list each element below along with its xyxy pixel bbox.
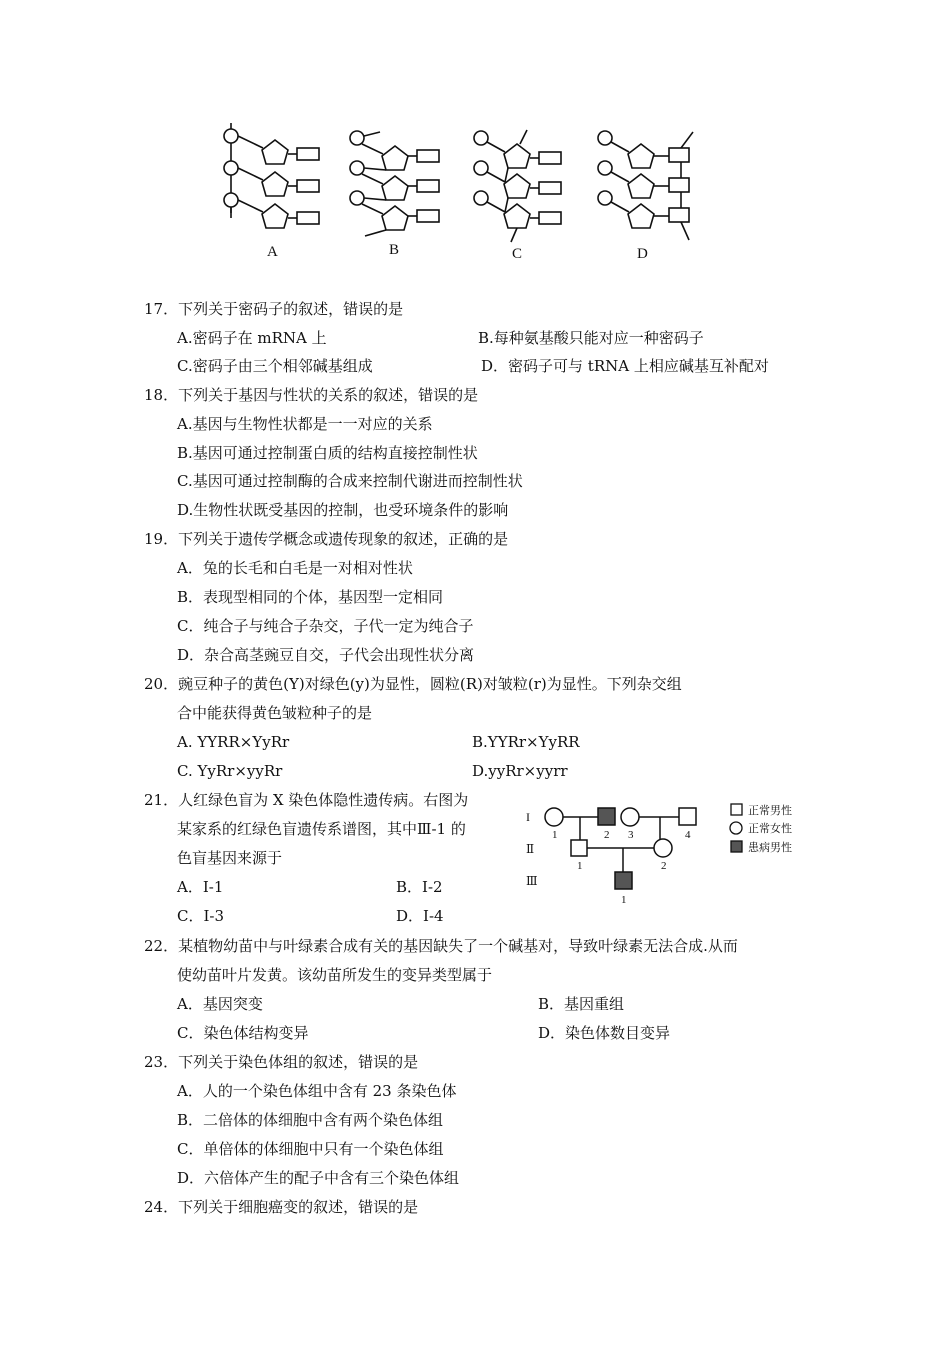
q23-option-a: A．人的一个染色体组中含有 23 条染色体 xyxy=(177,1082,457,1100)
i-1-normal-female xyxy=(545,808,563,826)
q18-option-b: B.基因可通过控制蛋白质的结构直接控制性状 xyxy=(177,444,478,462)
q22-option-a: A．基因突变 xyxy=(177,995,263,1013)
i-4-number: 4 xyxy=(685,829,691,841)
q22-option-d: D．染色体数目变异 xyxy=(538,1024,671,1042)
question-17: 17．下列关于密码子的叙述，错误的是 xyxy=(144,300,404,318)
diagram-label-a: A xyxy=(267,244,278,260)
ii-2-number: 2 xyxy=(661,860,667,872)
iii-1-affected-male xyxy=(615,872,632,889)
diagram-d xyxy=(598,131,693,240)
q22-option-c: C．染色体结构变异 xyxy=(177,1024,309,1042)
q21-option-a: A．I-1 xyxy=(177,878,224,896)
q17-option-a: A.密码子在 mRNA 上 xyxy=(177,329,327,347)
nucleotide-chain-figure xyxy=(205,118,710,268)
q17-option-c: C.密码子由三个相邻碱基组成 xyxy=(177,357,373,375)
question-22: 22．某植物幼苗中与叶绿素合成有关的基因缺失了一个碱基对，导致叶绿素无法合成.从而 xyxy=(144,937,738,955)
diagram-label-d: D xyxy=(637,246,648,262)
diagram-a xyxy=(224,123,319,228)
i-3-number: 3 xyxy=(628,829,634,841)
legend-normal-male: 正常男性 xyxy=(748,805,792,817)
legend-affected-male: 患病男性 xyxy=(748,842,792,854)
i-2-affected-male xyxy=(598,808,615,825)
diagram-b xyxy=(350,131,439,236)
question-21: 21．人红绿色盲为 X 染色体隐性遗传病。右图为 xyxy=(144,791,469,809)
generation-label-3: Ⅲ xyxy=(526,874,538,888)
question-23: 23．下列关于染色体组的叙述，错误的是 xyxy=(144,1053,419,1071)
diagram-label-b: B xyxy=(389,242,400,258)
i-3-normal-female xyxy=(621,808,639,826)
q20-continuation: 合中能获得黄色皱粒种子的是 xyxy=(177,704,373,722)
question-20: 20．豌豆种子的黄色(Y)对绿色(y)为显性，圆粒(R)对皱粒(r)为显性。下列杂交组 xyxy=(144,675,682,693)
q19-option-b: B．表现型相同的个体，基因型一定相同 xyxy=(177,588,444,606)
i-4-normal-male xyxy=(679,808,696,825)
generation-label-2: Ⅱ xyxy=(526,842,535,856)
question-24: 24．下列关于细胞癌变的叙述，错误的是 xyxy=(144,1198,419,1216)
q21-continuation-1: 某家系的红绿色盲遗传系谱图，其中Ⅲ-1 的 xyxy=(177,820,466,838)
q20-option-c: C. YyRr×yyRr xyxy=(177,762,283,780)
q17-option-b: B.每种氨基酸只能对应一种密码子 xyxy=(478,329,704,347)
q22-continuation: 使幼苗叶片发黄。该幼苗所发生的变异类型属于 xyxy=(177,966,493,984)
q21-option-b: B．I-2 xyxy=(396,878,443,896)
q18-option-c: C.基因可通过控制酶的合成来控制代谢进而控制性状 xyxy=(177,472,523,490)
ii-2-normal-female xyxy=(654,839,672,857)
q18-option-d: D.生物性状既受基因的控制，也受环境条件的影响 xyxy=(177,501,509,519)
ii-1-number: 1 xyxy=(577,860,583,872)
q20-option-d: D.yyRr×yyrr xyxy=(472,762,568,780)
diagram-c xyxy=(474,130,561,242)
q18-option-a: A.基因与生物性状都是一一对应的关系 xyxy=(177,415,433,433)
question-19: 19．下列关于遗传学概念或遗传现象的叙述，正确的是 xyxy=(144,530,509,548)
diagram-label-c: C xyxy=(512,246,523,262)
question-18: 18．下列关于基因与性状的关系的叙述，错误的是 xyxy=(144,386,479,404)
q22-option-b: B．基因重组 xyxy=(538,995,625,1013)
q19-option-a: A．兔的长毛和白毛是一对相对性状 xyxy=(177,559,413,577)
generation-label-1: I xyxy=(526,810,530,824)
i-1-number: 1 xyxy=(552,829,558,841)
q23-option-b: B．二倍体的体细胞中含有两个染色体组 xyxy=(177,1111,444,1129)
q20-option-b: B.YYRr×YyRR xyxy=(472,733,580,751)
q21-option-d: D．I-4 xyxy=(396,907,444,925)
q19-option-c: C．纯合子与纯合子杂交，子代一定为纯合子 xyxy=(177,617,474,635)
iii-1-number: 1 xyxy=(621,894,627,906)
q19-option-d: D．杂合高茎豌豆自交，子代会出现性状分离 xyxy=(177,646,475,664)
ii-1-normal-male xyxy=(571,840,587,856)
q23-option-d: D．六倍体产生的配子中含有三个染色体组 xyxy=(177,1169,460,1187)
q23-option-c: C．单倍体的体细胞中只有一个染色体组 xyxy=(177,1140,444,1158)
i-2-number: 2 xyxy=(604,829,610,841)
q21-continuation-2: 色盲基因来源于 xyxy=(177,849,283,867)
pedigree-chart xyxy=(520,795,820,915)
q21-option-c: C．I-3 xyxy=(177,907,225,925)
q20-option-a: A. YYRR×YyRr xyxy=(177,733,290,751)
q17-option-d: D．密码子可与 tRNA 上相应碱基互补配对 xyxy=(481,357,769,375)
legend-normal-female: 正常女性 xyxy=(748,823,792,835)
